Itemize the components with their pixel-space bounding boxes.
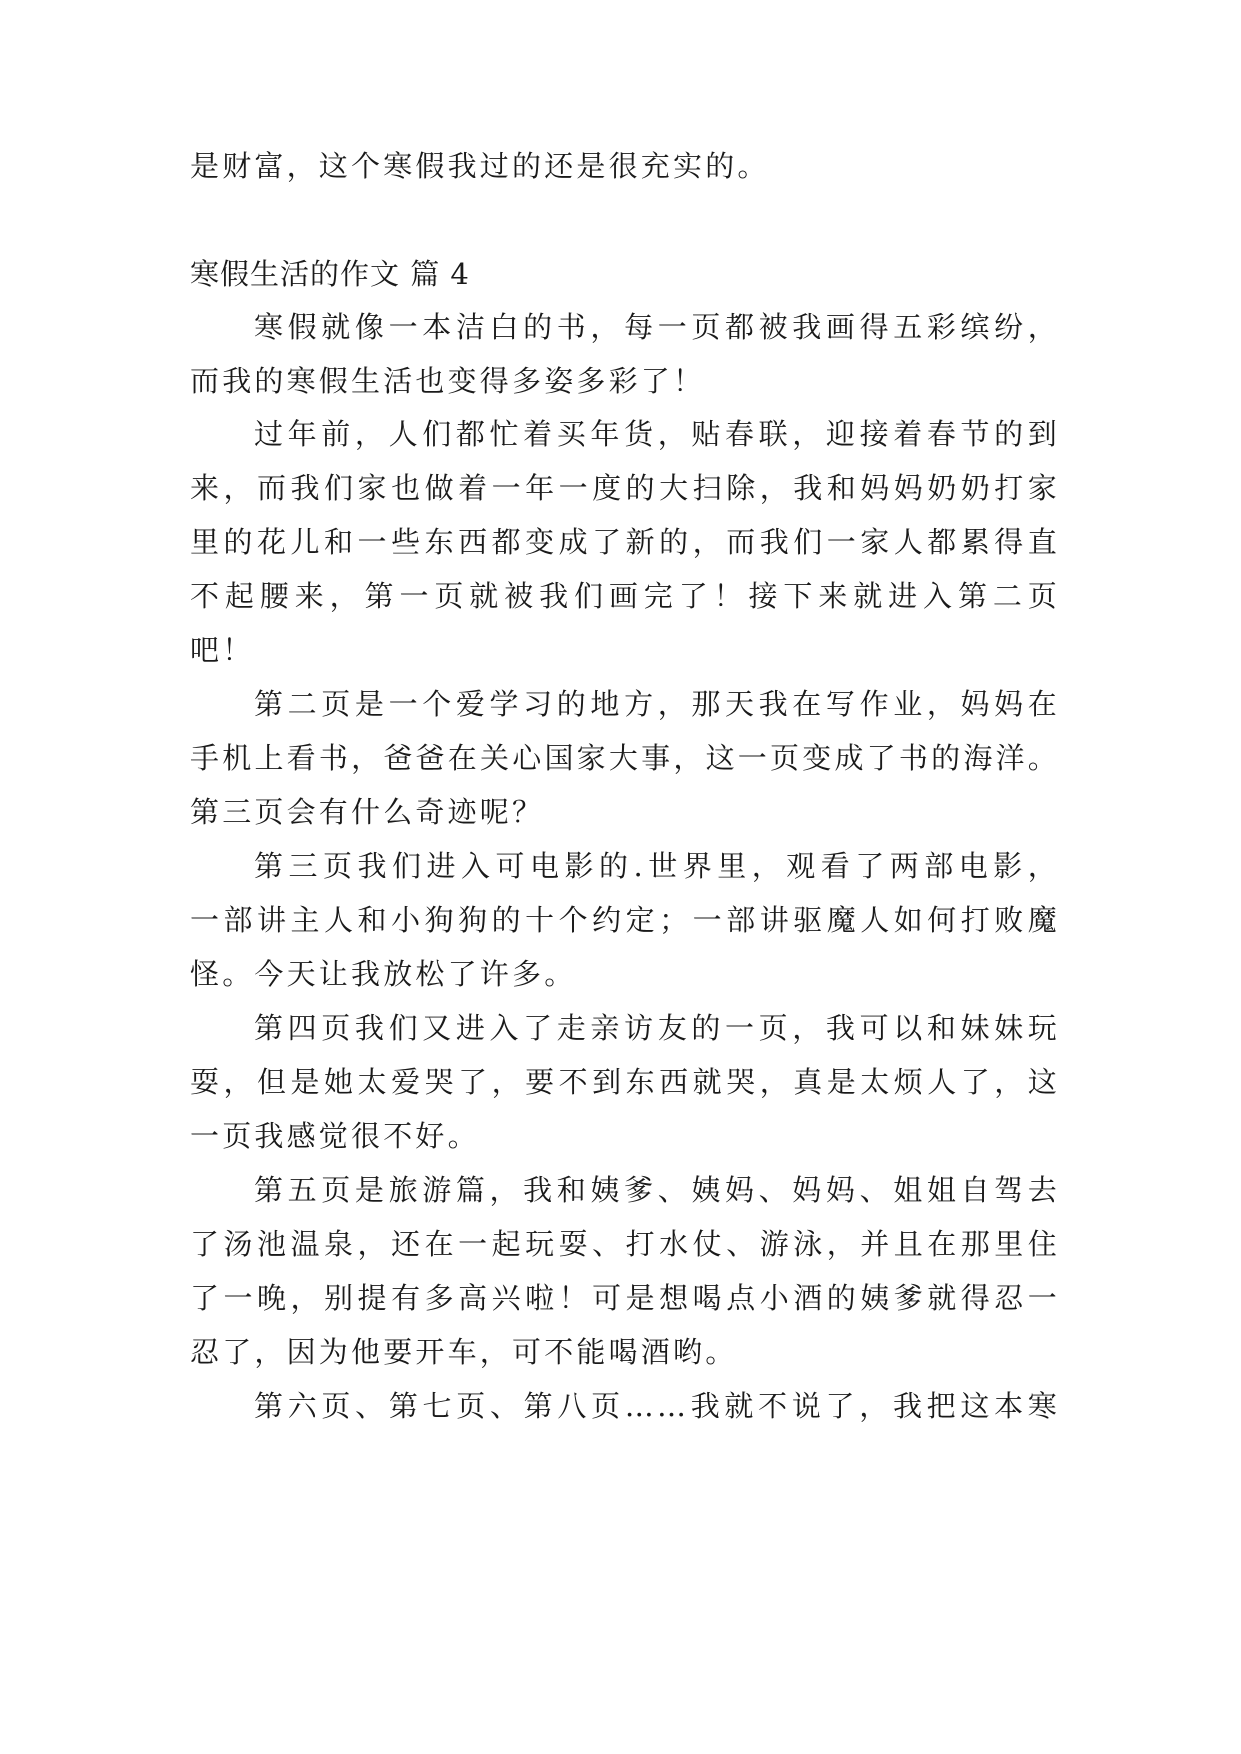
paragraph-line: 第二页是一个爱学习的地方，那天我在写作业，妈妈在: [254, 687, 1060, 721]
paragraph-line: 耍，但是她太爱哭了，要不到东西就哭，真是太烦人了，这: [190, 1065, 1060, 1099]
paragraph-line: 忍了，因为他要开车，可不能喝酒哟。: [190, 1335, 738, 1369]
paragraph-line: 一页我感觉很不好。: [190, 1119, 480, 1153]
paragraph-line: 了一晚，别提有多高兴啦！可是想喝点小酒的姨爹就得忍一: [190, 1281, 1060, 1315]
paragraph-line: 第五页是旅游篇，我和姨爹、姨妈、妈妈、姐姐自驾去: [254, 1173, 1060, 1207]
paragraph-line: 第四页我们又进入了走亲访友的一页，我可以和妹妹玩: [254, 1011, 1060, 1045]
paragraph-line: 过年前，人们都忙着买年货，贴春联，迎接着春节的到: [254, 417, 1060, 451]
paragraph-line: 寒假就像一本洁白的书，每一页都被我画得五彩缤纷，: [254, 310, 1060, 344]
paragraph-line: 怪。今天让我放松了许多。: [190, 957, 577, 991]
paragraph-line: 不起腰来，第一页就被我们画完了！接下来就进入第二页: [190, 579, 1060, 613]
paragraph-line: 了汤池温泉，还在一起玩耍、打水仗、游泳，并且在那里住: [190, 1227, 1060, 1261]
paragraph-line: 而我的寒假生活也变得多姿多彩了！: [190, 364, 706, 398]
paragraph-line: 来，而我们家也做着一年一度的大扫除，我和妈妈奶奶打家: [190, 471, 1060, 505]
intro-line: 是财富，这个寒假我过的还是很充实的。: [190, 149, 770, 183]
paragraph-line: 第三页我们进入可电影的.世界里，观看了两部电影，: [254, 849, 1060, 883]
paragraph-line: 里的花儿和一些东西都变成了新的，而我们一家人都累得直: [190, 525, 1060, 559]
section-title: 寒假生活的作文 篇 4: [190, 257, 470, 291]
paragraph-line: 一部讲主人和小狗狗的十个约定；一部讲驱魔人如何打败魔: [190, 903, 1060, 937]
paragraph-line: 第三页会有什么奇迹呢？: [190, 795, 545, 829]
paragraph-line: 第六页、第七页、第八页……我就不说了，我把这本寒: [254, 1389, 1060, 1423]
paragraph-line: 吧！: [190, 633, 255, 667]
paragraph-line: 手机上看书，爸爸在关心国家大事，这一页变成了书的海洋。: [190, 741, 1060, 775]
